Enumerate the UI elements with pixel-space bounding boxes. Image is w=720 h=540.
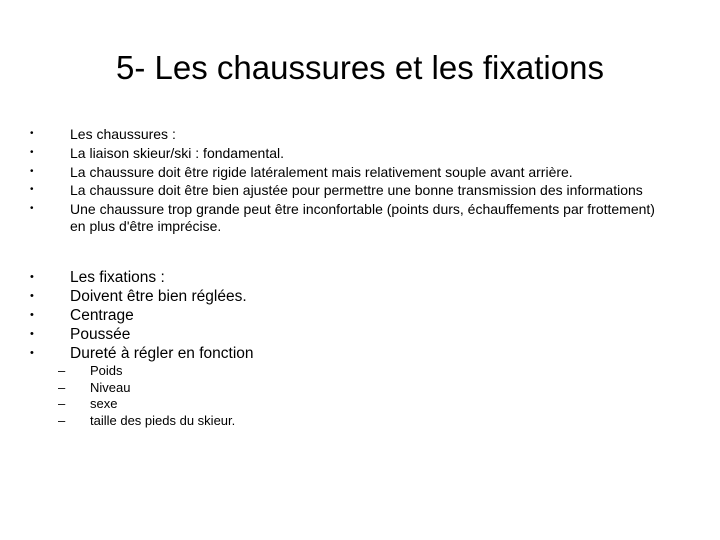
slide-title: 5- Les chaussures et les fixations [116, 49, 604, 86]
sub-bullet-item [58, 380, 670, 397]
sub-bullet-item [58, 396, 670, 413]
bullet-item [30, 268, 670, 287]
bullet-text: Centrage [70, 307, 134, 324]
bullet-icon: • [30, 203, 34, 215]
bullet-text: La liaison skieur/ski : fondamental. [70, 144, 284, 161]
bullet-icon: • [30, 347, 34, 359]
bullet-text: La chaussure doit être rigide latéralement mais relativement souple avant arrière. [70, 163, 573, 180]
sub-bullet-item [58, 413, 670, 430]
sub-bullet-text: Niveau [90, 379, 131, 395]
dash-icon: – [58, 396, 66, 411]
dash-icon: – [58, 363, 66, 378]
sub-bullet-text: taille des pieds du skieur. [90, 412, 236, 428]
bullet-item [30, 164, 670, 181]
bullet-icon: • [30, 328, 34, 340]
sub-bullet-list [58, 363, 670, 429]
bullet-text: Une chaussure trop grande peut être inconfortable (points durs, échauffements par frottement) en plus d'être imprécise. [70, 201, 655, 234]
bullet-text: Dureté à régler en fonction [70, 345, 254, 362]
bullet-lead: Les fixations [70, 269, 157, 286]
dash-icon: – [58, 412, 66, 428]
bullet-icon: • [30, 309, 34, 321]
bullet-icon: • [30, 184, 34, 196]
dash-icon: – [58, 379, 66, 395]
bullet-text: Poussée [70, 326, 131, 343]
bullet-text: : [156, 269, 165, 286]
bullet-icon: • [30, 128, 34, 139]
bullet-item [30, 201, 670, 234]
bindings-bullet-list [30, 268, 670, 429]
bullet-item [30, 126, 670, 143]
sub-bullet-text: sexe [90, 396, 118, 411]
bullet-item [30, 344, 670, 429]
bullet-item [30, 182, 670, 199]
bullet-icon: • [30, 165, 34, 177]
bullet-text: La chaussure doit être bien ajustée pour permettre une bonne transmission des informations [70, 182, 643, 199]
bullet-lead: Les chaussures [70, 126, 169, 142]
bullet-item [30, 306, 670, 325]
bullet-text: Doivent être bien réglées. [70, 288, 247, 305]
bullet-icon: • [30, 290, 34, 302]
bullet-icon: • [30, 271, 34, 283]
boots-bullet-list [30, 126, 670, 236]
sub-bullet-item [58, 363, 670, 380]
bullet-item [30, 325, 670, 344]
bullet-icon: • [30, 146, 34, 158]
sub-bullet-text: Poids [90, 363, 123, 378]
bullet-text: : [168, 126, 176, 142]
bullet-item [30, 287, 670, 306]
bullet-item [30, 145, 670, 162]
